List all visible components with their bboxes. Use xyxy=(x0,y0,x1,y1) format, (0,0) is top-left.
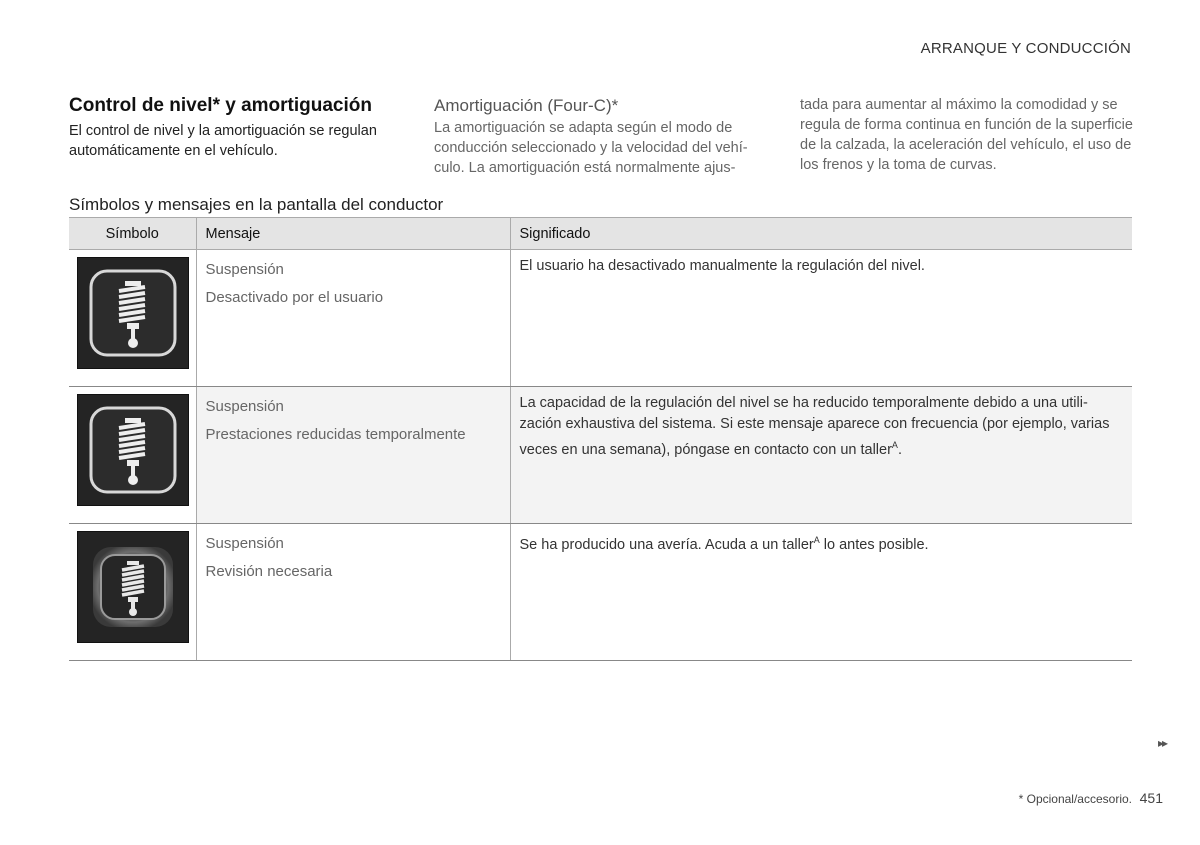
damping-title: Amortiguación (Four-C)* xyxy=(434,96,619,115)
message-detail: Revisión necesaria xyxy=(205,563,333,580)
message-title: Suspensión xyxy=(205,535,284,552)
meaning-cell xyxy=(510,387,1132,524)
symbol-cell xyxy=(69,387,196,524)
table-header-row xyxy=(69,218,1132,250)
page-header-title: ARRANQUE Y CONDUCCIÓN xyxy=(920,40,1131,57)
meaning-text: El usuario ha desactivado manualmente la regulación del nivel. xyxy=(519,258,925,274)
header-symbol: Símbolo xyxy=(69,218,196,250)
table-row xyxy=(69,524,1132,661)
header-message: Mensaje xyxy=(196,218,510,250)
symbol-cell xyxy=(69,524,196,661)
damping-paragraph-2: tada para aumentar al máximo la comodidad y se regula de forma continua en función de la superficie de la calzada, la aceleración del vehículo, el uso de los frenos y la toma de curvas. xyxy=(800,97,1133,173)
meaning-text: Se ha producido una avería. Acuda a un taller xyxy=(519,536,814,553)
meaning-cell xyxy=(510,524,1132,661)
message-cell xyxy=(196,524,510,661)
table-title: Símbolos y mensajes en la pantalla del conductor xyxy=(69,195,444,214)
table-row xyxy=(69,387,1132,524)
table-row xyxy=(69,250,1132,387)
symbol-cell xyxy=(69,250,196,387)
footnote-marker: A xyxy=(891,440,898,450)
double-arrow-right-icon: ▸▸ xyxy=(1157,736,1166,750)
message-detail: Prestaciones reducidas temporalmente xyxy=(205,426,466,443)
suspension-icon xyxy=(77,257,189,369)
suspension-warning-icon xyxy=(77,531,189,643)
message-title: Suspensión xyxy=(205,261,284,278)
page-number: 451 xyxy=(1139,790,1163,806)
footnote: * Opcional/accesorio. xyxy=(1018,792,1132,806)
footnote-marker: A xyxy=(813,535,820,545)
message-cell xyxy=(196,387,510,524)
meaning-text-end: . xyxy=(897,441,902,458)
meaning-text-end: lo antes posible. xyxy=(819,536,929,553)
message-title: Suspensión xyxy=(205,398,284,415)
header-meaning: Significado xyxy=(510,218,1132,250)
message-detail: Desactivado por el usuario xyxy=(205,289,384,306)
message-cell xyxy=(196,250,510,387)
intro-paragraph: El control de nivel y la amortiguación se regulan automáticamente en el vehículo. xyxy=(69,123,377,159)
meaning-cell xyxy=(510,250,1132,387)
meaning-text: La capacidad de la regulación del nivel se ha reducido temporalmente debido a una utilización exhaustiva del sistema. Si este mensaje aparece con frecuencia (por ejemplo, varias veces en una semana), póngase en contacto con un taller xyxy=(519,395,1110,458)
suspension-icon xyxy=(77,394,189,506)
symbols-table xyxy=(69,217,1132,661)
damping-paragraph-1: La amortiguación se adapta según el modo de conducción seleccionado y la velocidad del vehículo. La amortiguación está normalmente ajus- xyxy=(434,120,748,176)
section-title: Control de nivel* y amortiguación xyxy=(69,95,372,116)
